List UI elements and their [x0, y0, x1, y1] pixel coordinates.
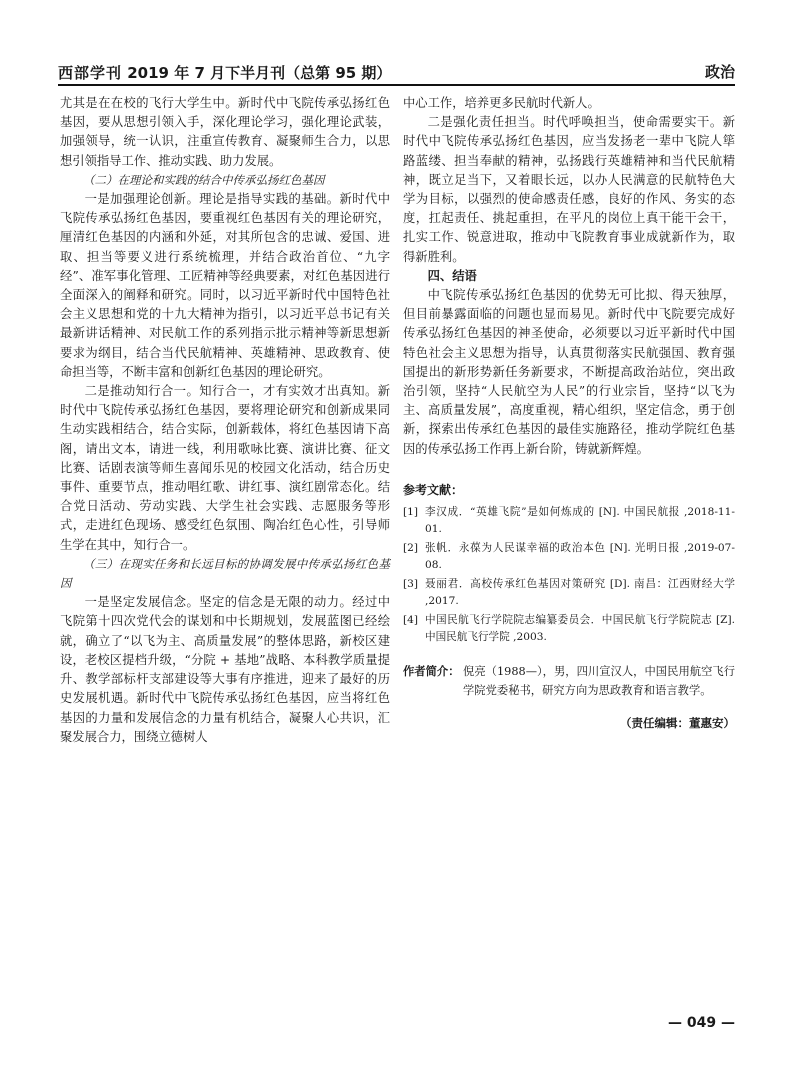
reference-text: 中国民航飞行学院院志编纂委员会．中国民航飞行学院院志 [Z]. 中国民航飞行学院 ,2003. — [425, 614, 735, 644]
subsection-heading: （三）在现实任务和长远目标的协调发展中传承弘扬红色基因 — [60, 556, 390, 591]
page-header — [58, 58, 735, 84]
reference-item — [403, 504, 735, 538]
journal-title — [58, 62, 391, 83]
header-rule — [58, 84, 735, 86]
paragraph: 尤其是在在校的飞行大学生中。新时代中飞院传承弘扬红色基因，要从思想引领入手，深化理论学习，强化理论武装，加强领导，统一认识，注重宣传教育、凝聚师生合力，以思想引领指导工作、推动实践、助力发展。 — [60, 96, 390, 168]
reference-number: [4] — [403, 614, 419, 627]
subsection-heading: （二）在理论和实践的结合中传承弘扬红色基因 — [83, 172, 325, 187]
reference-text: 聂丽君．高校传承红色基因对策研究 [D]. 南昌：江西财经大学 ,2017. — [425, 578, 735, 608]
reference-number: [1] — [403, 506, 419, 519]
reference-text: 李汉成．“英雄飞院”是如何炼成的 [N]. 中国民航报 ,2018-11-01. — [425, 506, 735, 536]
editor-credit: （责任编辑：董惠安） — [620, 716, 735, 731]
section-heading: 四、结语 — [427, 268, 477, 283]
references-title: 参考文献： — [403, 482, 464, 497]
journal-issue: 2019 年 7 月下半月刊（总第 95 期） — [127, 64, 392, 82]
page-number: — 049 — — [668, 1015, 735, 1031]
reference-item — [403, 612, 735, 646]
reference-text: 张帆．永葆为人民谋幸福的政治本色 [N]. 光明日报 ,2019-07-08. — [425, 542, 735, 572]
right-column — [403, 94, 735, 733]
references-list — [403, 504, 735, 646]
paragraph: 二是推动知行合一。知行合一，才有实效才出真知。新时代中飞院传承弘扬红色基因，要将理论研究和创新成果同生动实践相结合，结合实际，创新载体，将红色基因请下高阁，请出文本，请进一线，利用歌咏比赛、演讲比赛、征文比赛、话剧表演等师生喜闻乐见的校园文化活动，结合历史事件、重要节点，推动唱红歌、讲红事、演红剧常态化。结合党日活动、劳动实践、大学生社会实践、志愿服务等形式，走进红色现场、感受红色氛围、陶冶红色心性，引导师生学在其中，知行合一。 — [60, 384, 390, 552]
reference-item — [403, 540, 735, 574]
paragraph: 中飞院传承弘扬红色基因的优势无可比拟、得天独厚，但目前暴露面临的问题也显而易见。新时代中飞院要完成好传承弘扬红色基因的神圣使命，必须要以习近平新时代中国特色社会主义思想为指导，认真贯彻落实民航强国、教育强国提出的新形势新任务新要求，不断提高政治站位，突出政治引领，坚持“人民航空为人民”的行业宗旨，坚持“以飞为主、高质量发展”，高度重视，精心组织，坚定信念，勇于创新，探索出传承红色基因的最佳实施路径，推动学院红色基因的传承弘扬工作再上新台阶，铸就新辉煌。 — [403, 288, 735, 456]
journal-logo: 西部学刊 — [58, 64, 123, 82]
section-name: 政治 — [704, 63, 735, 81]
author-text: 倪亮（1988—），男，四川宣汉人，中国民用航空飞行学院党委秘书，研究方向为思政教育和语言教学。 — [463, 665, 735, 698]
reference-item — [403, 576, 735, 610]
paragraph: 一是坚定发展信念。坚定的信念是无限的动力。经过中飞院第十四次党代会的谋划和中长期规划，发展蓝图已经绘就，确立了“以飞为主、高质量发展”的整体思路，新校区建设，老校区提档升级，“分院 + 基地”战略、本科教学质量提升、教学部标杆支部建设等大事有序推进，迎来了最好的历史发展机遇。新时代中飞院传承弘扬红色基因，应当将红色基因的力量和发展信念的力量有机结合，凝聚人心共识，汇聚发展合力，围绕立德树人 — [60, 595, 390, 744]
reference-number: [3] — [403, 578, 419, 591]
reference-number: [2] — [403, 542, 419, 555]
paragraph: 中心工作，培养更多民航时代新人。 — [403, 96, 600, 110]
paragraph: 一是加强理论创新。理论是指导实践的基础。新时代中飞院传承弘扬红色基因，要重视红色基因有关的理论研究，厘清红色基因的内涵和外延，对其所包含的忠诚、爱国、进取、担当等要义进行系统梳理，并结合政治首位、“九字经”、准军事化管理、工匠精神等经典要素，对红色基因进行全面深入的阐释和研究。同时，以习近平新时代中国特色社会主义思想和党的十九大精神为指引，以习近平总书记有关最新讲话精神、对民航工作的系列指示批示精神等新思想新要求为纲目，结合当代民航精神、英雄精神、思政教育、使命担当等，不断丰富和创新红色基因的理论研究。 — [60, 192, 390, 379]
paragraph: 二是强化责任担当。时代呼唤担当，使命需要实干。新时代中飞院传承弘扬红色基因，应当发扬老一辈中飞院人筚路蓝缕、担当奉献的精神，弘扬践行英雄精神和当代民航精神，既立足当下，又着眼长远，以办人民满意的民航特色大学为目标，以强烈的使命感责任感，良好的作风、务实的态度，扛起责任、挑起重担，在平凡的岗位上真干能干会干，扎实工作、锐意进取，推动中飞院教育事业成就新作为，取得新胜利。 — [403, 115, 735, 264]
author-bio — [403, 662, 735, 700]
author-label: 作者简介： — [403, 665, 460, 679]
left-column — [60, 94, 390, 747]
